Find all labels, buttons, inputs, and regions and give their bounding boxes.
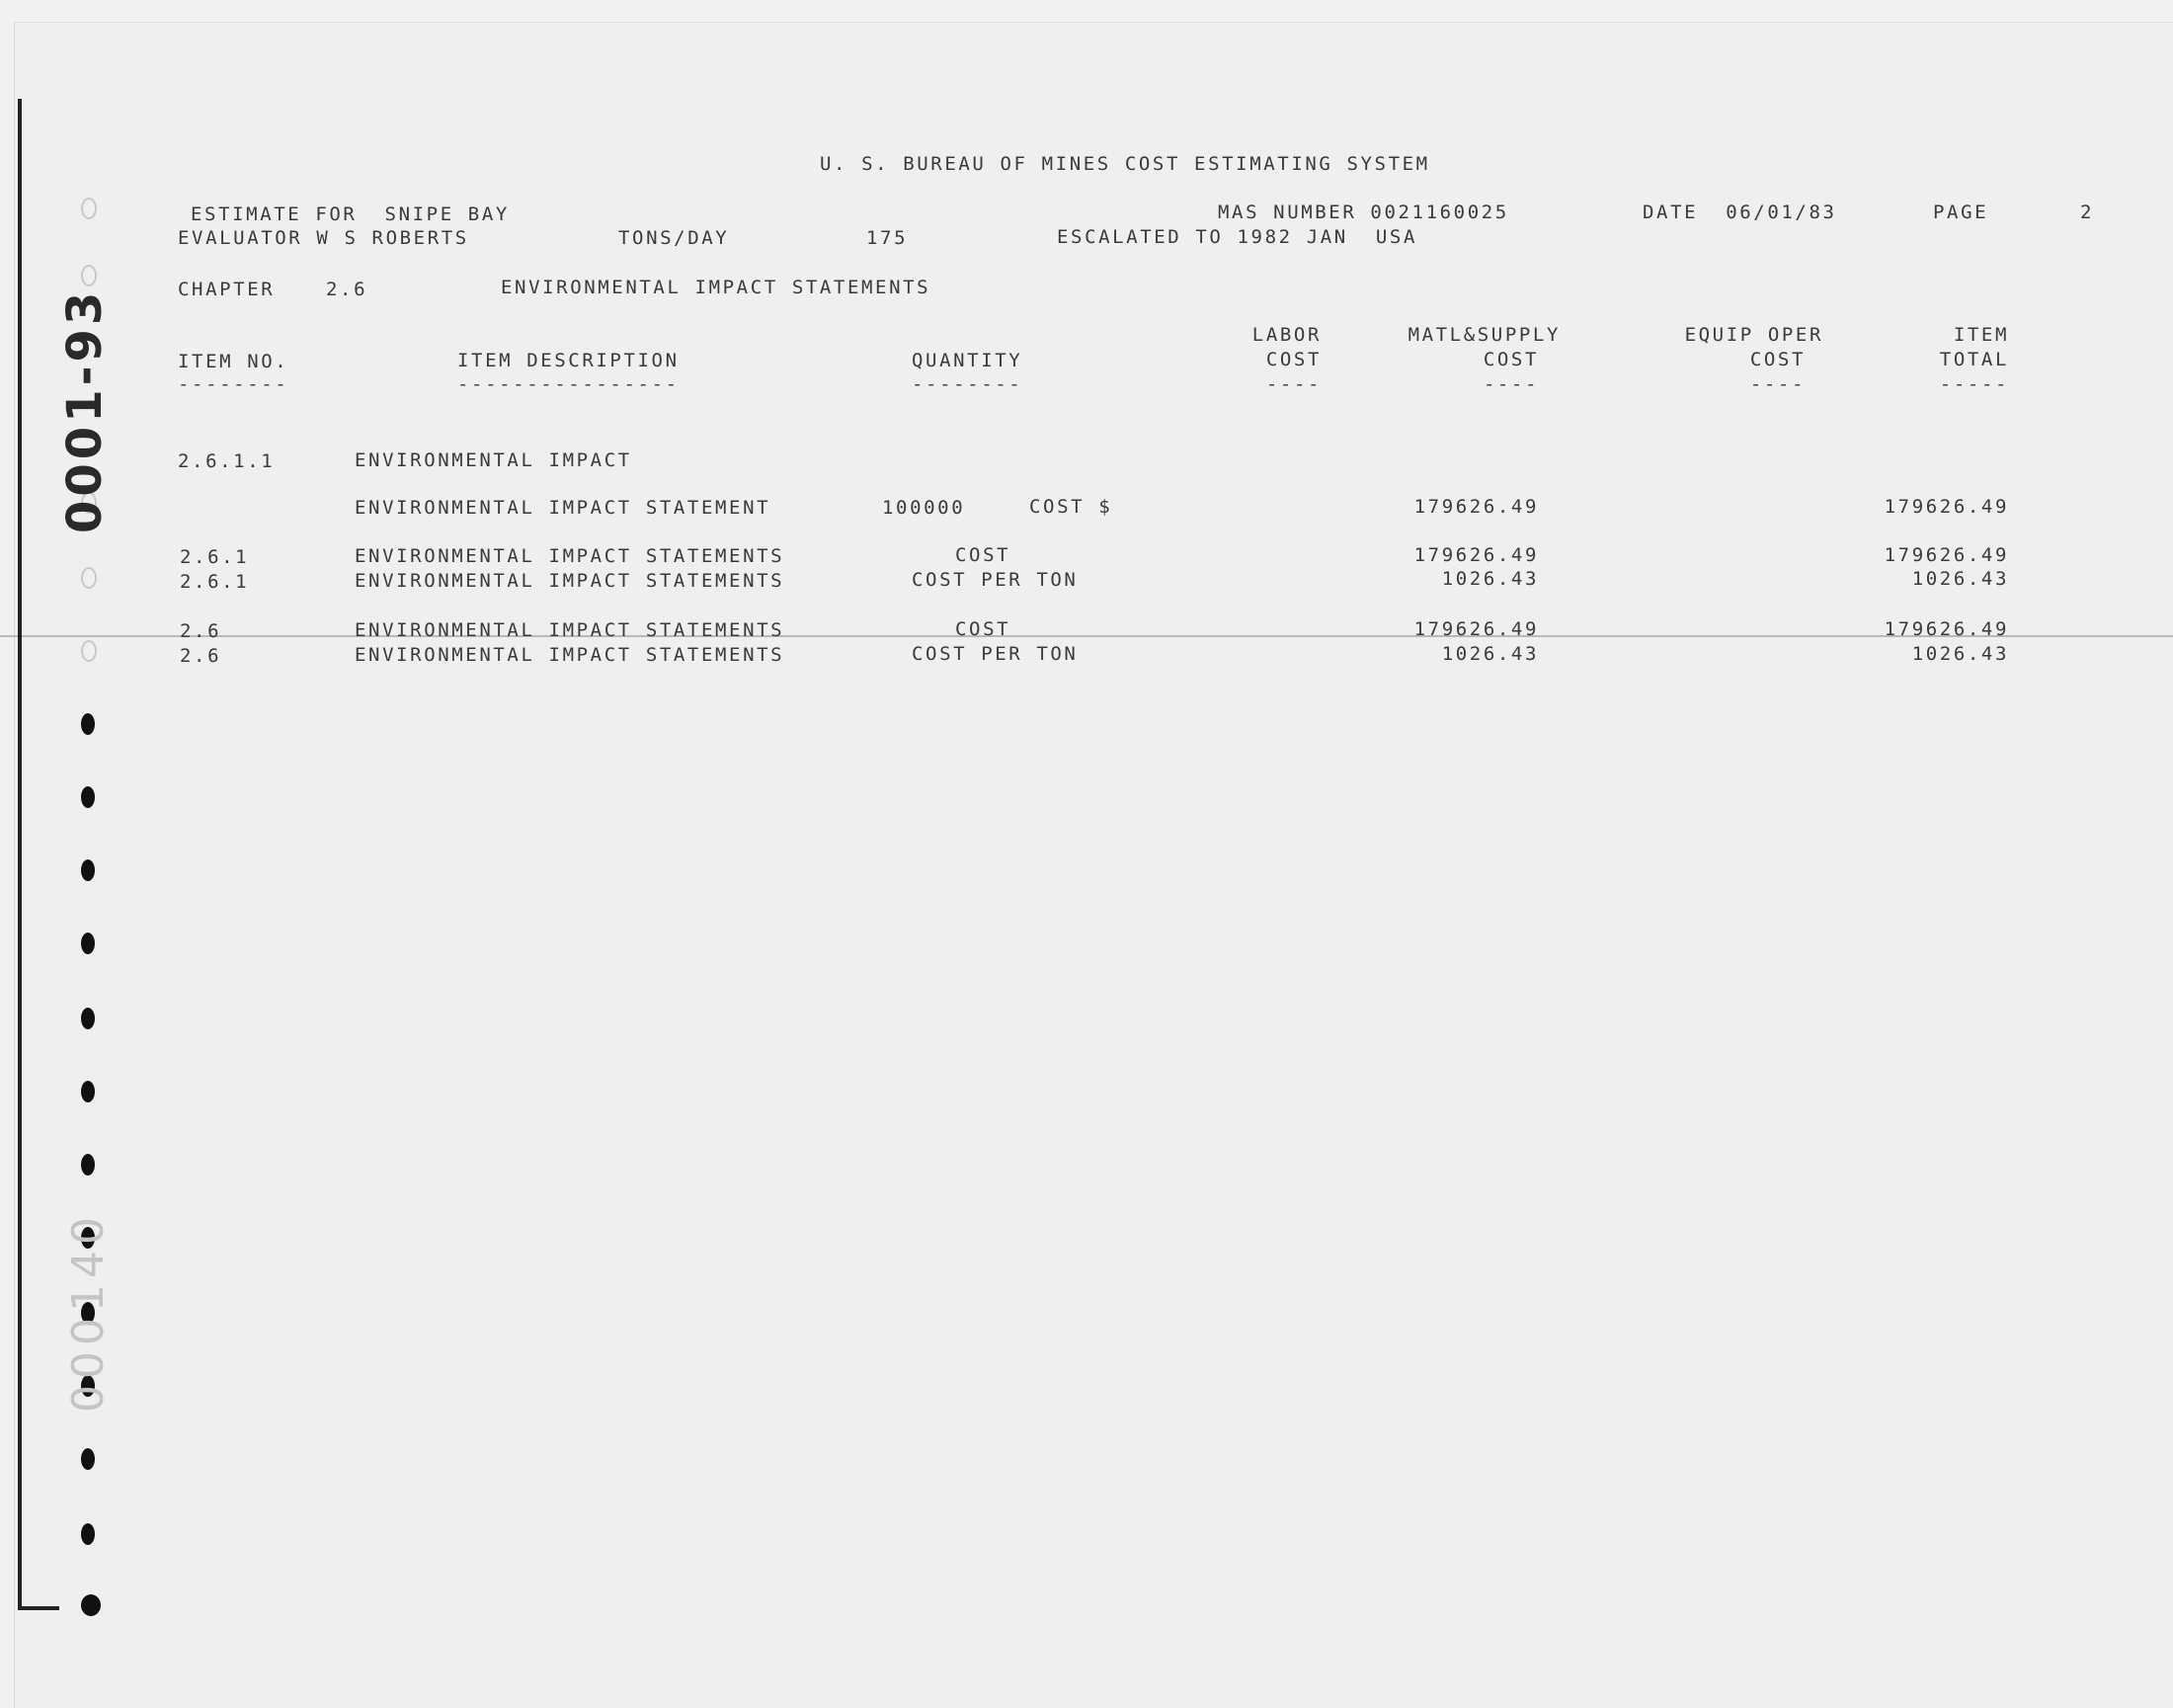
- faint-stamp: 000140: [63, 1211, 114, 1413]
- row-description: ENVIRONMENTAL IMPACT STATEMENTS: [355, 644, 785, 666]
- row-matl-cost: 179626.49: [1413, 496, 1539, 518]
- margin-rule: [18, 99, 22, 1610]
- chapter-number: 2.6: [326, 279, 368, 300]
- row-matl-cost: 1026.43: [1441, 643, 1539, 665]
- row-item-total: 179626.49: [1884, 618, 2009, 640]
- feed-hole: [81, 265, 97, 286]
- row-matl-cost: 179626.49: [1413, 544, 1539, 566]
- row-description: ENVIRONMENTAL IMPACT STATEMENTS: [355, 545, 785, 567]
- margin-rule-foot: [18, 1606, 59, 1610]
- row-description: ENVIRONMENTAL IMPACT STATEMENTS: [355, 619, 785, 641]
- feed-hole: [81, 567, 97, 589]
- underline-matl: ----: [1483, 373, 1539, 395]
- col-matl-1: MATL&SUPPLY: [1408, 324, 1561, 346]
- page-stamp: 0001-93: [57, 287, 113, 533]
- col-equip-2: COST: [1749, 349, 1806, 370]
- evaluator: EVALUATOR W S ROBERTS: [178, 227, 469, 249]
- row-item-total: 179626.49: [1884, 496, 2009, 518]
- col-quantity: QUANTITY: [912, 350, 1023, 371]
- report-title: U. S. BUREAU OF MINES COST ESTIMATING SYSTEM: [820, 153, 1430, 175]
- row-item-total: 179626.49: [1884, 544, 2009, 566]
- report-date: DATE 06/01/83: [1643, 202, 1837, 223]
- underline-quantity: --------: [912, 373, 1023, 395]
- feed-hole: [81, 859, 95, 881]
- row-matl-cost: 1026.43: [1441, 568, 1539, 590]
- chapter-title: ENVIRONMENTAL IMPACT STATEMENTS: [501, 277, 931, 298]
- feed-hole: [81, 713, 95, 735]
- row-matl-cost: 179626.49: [1413, 618, 1539, 640]
- col-item-description: ITEM DESCRIPTION: [457, 350, 680, 371]
- col-matl-2: COST: [1483, 349, 1539, 370]
- underline-item-no: --------: [178, 373, 289, 395]
- underline-description: ----------------: [457, 373, 680, 395]
- row-unit: COST PER TON: [912, 569, 1079, 591]
- col-labor-1: LABOR: [1251, 324, 1322, 346]
- row-item-no: 2.6.1: [180, 571, 250, 593]
- escalated-to: ESCALATED TO 1982 JAN USA: [1057, 226, 1418, 248]
- feed-hole: [81, 198, 97, 219]
- row-unit: COST: [955, 544, 1011, 566]
- underline-labor: ----: [1265, 373, 1322, 395]
- col-total-1: ITEM: [1953, 324, 2009, 346]
- row-description: ENVIRONMENTAL IMPACT STATEMENTS: [355, 570, 785, 592]
- col-item-no: ITEM NO.: [178, 351, 289, 372]
- chapter-label: CHAPTER: [178, 279, 276, 300]
- col-total-2: TOTAL: [1939, 349, 2009, 370]
- underline-equip: ----: [1749, 373, 1806, 395]
- feed-hole: [81, 1448, 95, 1470]
- row-item-no: 2.6.1.1: [178, 450, 276, 472]
- row-item-no: 2.6: [180, 620, 222, 642]
- row-description: ENVIRONMENTAL IMPACT: [355, 449, 632, 471]
- feed-hole: [81, 786, 95, 808]
- row-unit: COST PER TON: [912, 643, 1079, 665]
- underline-total: -----: [1939, 373, 2009, 395]
- feed-hole: [81, 1594, 101, 1616]
- row-item-no: 2.6.1: [180, 546, 250, 568]
- row-unit: COST $: [1029, 496, 1113, 518]
- row-item-total: 1026.43: [1911, 643, 2009, 665]
- printout-sheet: [14, 22, 2173, 1708]
- page-label: PAGE: [1933, 202, 1989, 223]
- row-description: ENVIRONMENTAL IMPACT STATEMENT: [355, 497, 771, 519]
- tons-day-value: 175: [866, 227, 909, 249]
- row-item-no: 2.6: [180, 645, 222, 667]
- feed-hole: [81, 1523, 95, 1545]
- row-unit: COST: [955, 618, 1011, 640]
- mas-number: MAS NUMBER 0021160025: [1218, 202, 1509, 223]
- feed-hole: [81, 640, 97, 662]
- feed-hole: [81, 933, 95, 954]
- col-equip-1: EQUIP OPER: [1684, 324, 1823, 346]
- feed-hole: [81, 1008, 95, 1029]
- page-number: 2: [2080, 202, 2095, 223]
- feed-hole: [81, 1154, 95, 1176]
- tons-day-label: TONS/DAY: [618, 227, 730, 249]
- estimate-for: ESTIMATE FOR SNIPE BAY: [191, 203, 510, 225]
- row-item-total: 1026.43: [1911, 568, 2009, 590]
- row-quantity: 100000: [882, 497, 966, 519]
- col-labor-2: COST: [1265, 349, 1322, 370]
- feed-hole: [81, 1081, 95, 1102]
